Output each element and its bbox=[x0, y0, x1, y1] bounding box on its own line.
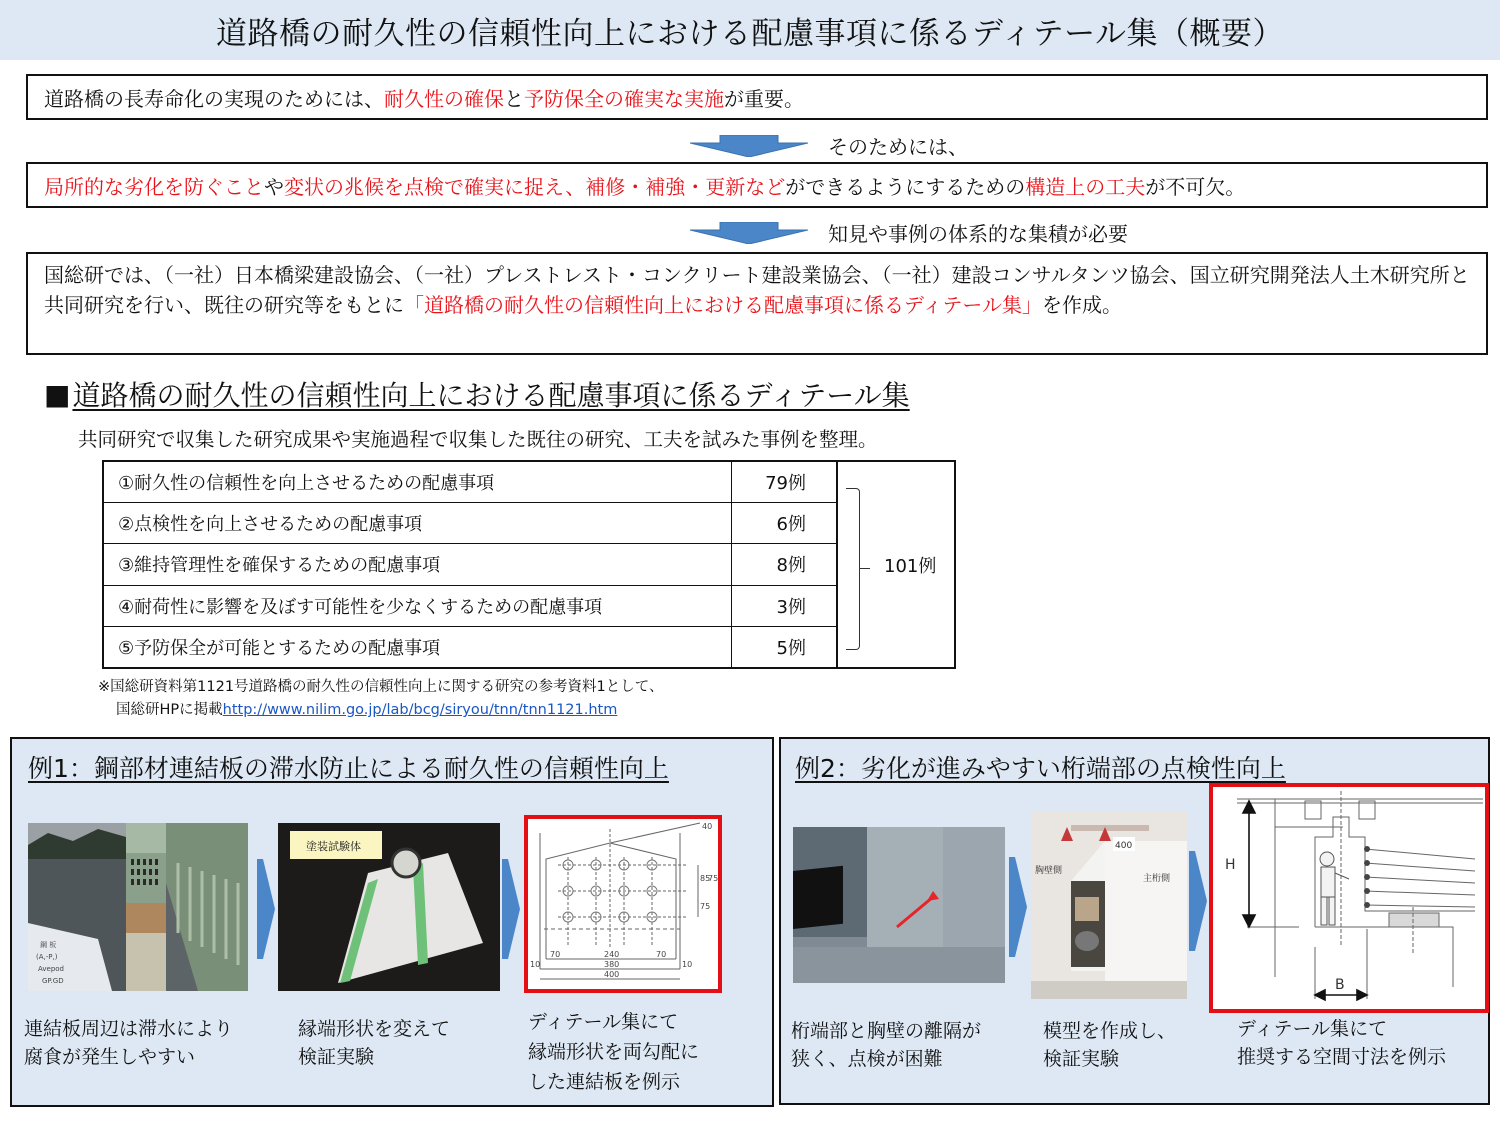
dim-label: 240 bbox=[604, 950, 620, 959]
inspector-figure-icon bbox=[1320, 852, 1349, 925]
table-row bbox=[103, 627, 955, 668]
table-row bbox=[103, 544, 955, 585]
row-count: 5例 bbox=[731, 627, 837, 668]
row-count: 79例 bbox=[731, 461, 837, 502]
intro-box-2 bbox=[26, 162, 1488, 208]
highlight-text: 耐久性の確保 bbox=[384, 87, 504, 111]
note-line-2-prefix: 国総研HPに掲載 bbox=[116, 702, 223, 718]
dim-label: 70 bbox=[550, 950, 561, 959]
reference-note bbox=[98, 676, 663, 722]
dim-label: 75 bbox=[700, 902, 711, 911]
section-heading bbox=[44, 374, 910, 414]
dim-label: 70 bbox=[656, 950, 667, 959]
example-2-caption-3: ディテール集にて 推奨する空間寸法を例示 bbox=[1237, 1018, 1447, 1068]
dim-label: 10 bbox=[530, 960, 541, 969]
dim-label: 40 bbox=[702, 822, 713, 831]
flow-caption-2: 知見や事例の体系的な集積が必要 bbox=[828, 222, 1128, 246]
dim-label: 400 bbox=[604, 970, 620, 979]
photo-coating-test-specimen bbox=[278, 823, 500, 991]
example-1-caption-3: ディテール集にて 縁端形状を両勾配に した連結板を例示 bbox=[528, 1011, 700, 1093]
brace-tick bbox=[860, 568, 870, 569]
flow-arrow-1 bbox=[690, 131, 968, 160]
section-subtitle: 共同研究で収集した研究成果や実施過程で収集した既往の研究、工夫を試みた事例を整理。 bbox=[78, 428, 878, 451]
example-2-caption-2: 模型を作成し、 検証実験 bbox=[1043, 1020, 1177, 1070]
detail-drawing-splice-plate bbox=[524, 815, 722, 993]
rich-text bbox=[44, 263, 1470, 317]
table-row bbox=[103, 585, 955, 626]
highlight-text: 予防保全の確実な実施 bbox=[524, 87, 724, 111]
rich-text bbox=[44, 175, 1245, 199]
body-text: が重要。 bbox=[724, 87, 804, 111]
total-count: 101例 bbox=[884, 556, 937, 577]
table-row bbox=[103, 502, 955, 543]
row-count: 6例 bbox=[731, 502, 837, 543]
highlight-text: 「道路橋の耐久性の信頼性向上における配慮事項に係るディテール集」 bbox=[404, 293, 1042, 317]
body-text: や bbox=[264, 175, 284, 199]
width-label: B bbox=[1335, 977, 1345, 993]
right-arrow-icon bbox=[502, 859, 520, 959]
down-arrow-icon bbox=[690, 222, 808, 244]
svg-text:GP.GD: GP.GD bbox=[42, 977, 64, 985]
title-bar bbox=[0, 0, 1500, 60]
page-title: 道路橋の耐久性の信頼性向上における配慮事項に係るディテール集（概要） bbox=[216, 15, 1284, 52]
right-arrow-icon bbox=[1189, 851, 1207, 951]
reference-link[interactable]: http://www.nilim.go.jp/lab/bcg/siryou/tnn/tnn1121.htm bbox=[222, 702, 618, 718]
flow-caption-1: そのためには、 bbox=[828, 135, 968, 159]
example-2-panel bbox=[779, 737, 1490, 1105]
svg-text:鋼 板: 鋼 板 bbox=[40, 941, 57, 949]
example-1-caption-2: 縁端形状を変えて 検証実験 bbox=[298, 1018, 451, 1068]
right-arrow-icon bbox=[1009, 857, 1027, 957]
body-text: を作成。 bbox=[1042, 293, 1122, 317]
row-count: 3例 bbox=[731, 585, 837, 626]
example-1-panel bbox=[10, 737, 774, 1107]
row-label: ③維持管理性を確保するための配慮事項 bbox=[103, 544, 731, 585]
note-line-1: ※国総研資料第1121号道路橋の耐久性の信頼性向上に関する研究の参考資料1として、 bbox=[98, 679, 664, 695]
body-text: 国総研では、（一社）日本橋梁建設協会、（一社）プレストレスト・コンクリート建設業協会、（一社）建設コンサルタンツ協会、国立研究開発法人土木研究所と共同研究を行い、既往の研究等をもとに bbox=[44, 263, 1470, 317]
square-bullet-icon: ■ bbox=[44, 377, 71, 411]
body-text: と bbox=[504, 87, 524, 111]
highlight-text: 局所的な劣化を防ぐこと bbox=[44, 175, 264, 199]
row-label: ②点検性を向上させるための配慮事項 bbox=[103, 502, 731, 543]
flow-arrow-2 bbox=[690, 218, 1128, 247]
row-count: 8例 bbox=[731, 544, 837, 585]
rich-text bbox=[44, 87, 804, 111]
detail-drawing-girder-end-space bbox=[1209, 783, 1489, 1013]
svg-text:(A,-P,): (A,-P,) bbox=[36, 953, 58, 961]
body-text: が不可欠。 bbox=[1145, 175, 1246, 199]
row-label: ①耐久性の信頼性を向上させるための配慮事項 bbox=[103, 461, 731, 502]
body-text: 道路橋の長寿命化の実現のためには、 bbox=[44, 87, 384, 111]
specimen-label: 塗装試験体 bbox=[306, 840, 361, 853]
photo-inspection-model bbox=[1031, 811, 1187, 999]
svg-text:Avepod: Avepod bbox=[38, 965, 64, 973]
dim-label: 380 bbox=[604, 960, 620, 969]
model-label-left: 胸壁側 bbox=[1035, 866, 1063, 876]
row-label: ⑤予防保全が可能とするための配慮事項 bbox=[103, 627, 731, 668]
example-1-heading: 例1：鋼部材連結板の滞水防止による耐久性の信頼性向上 bbox=[28, 754, 669, 783]
right-arrow-icon bbox=[257, 859, 275, 959]
dim-label: 10 bbox=[682, 960, 693, 969]
consideration-table bbox=[102, 460, 956, 669]
intro-box-3 bbox=[26, 252, 1488, 355]
dim-label: 85 bbox=[700, 874, 711, 883]
photo-corroded-splice-plate bbox=[28, 823, 248, 991]
height-label: H bbox=[1225, 857, 1236, 873]
example-1-caption-1: 連結板周辺は滞水により 腐食が発生しやすい bbox=[24, 1018, 234, 1068]
photo-girder-end-gap bbox=[793, 827, 1005, 983]
model-label-right: 主桁側 bbox=[1143, 874, 1171, 884]
down-arrow-icon bbox=[690, 135, 808, 157]
intro-box-1 bbox=[26, 74, 1488, 120]
table-row bbox=[103, 461, 955, 502]
example-2-heading: 例2：劣化が進みやすい桁端部の点検性向上 bbox=[795, 754, 1286, 783]
body-text: ができるようにするための bbox=[785, 175, 1026, 199]
model-dim-label: 400 bbox=[1115, 841, 1133, 851]
section-heading-text: 道路橋の耐久性の信頼性向上における配慮事項に係るディテール集 bbox=[72, 379, 910, 412]
example-2-caption-1: 桁端部と胸壁の離隔が 狭く、点検が困難 bbox=[791, 1020, 982, 1070]
brace-icon bbox=[846, 488, 860, 650]
highlight-text: 変状の兆候を点検で確実に捉え、補修・補強・更新など bbox=[284, 175, 786, 199]
highlight-text: 構造上の工夫 bbox=[1025, 175, 1146, 199]
row-label: ④耐荷性に影響を及ぼす可能性を少なくするための配慮事項 bbox=[103, 585, 731, 626]
dim-label: 75 bbox=[708, 874, 718, 883]
total-cell bbox=[837, 461, 955, 668]
